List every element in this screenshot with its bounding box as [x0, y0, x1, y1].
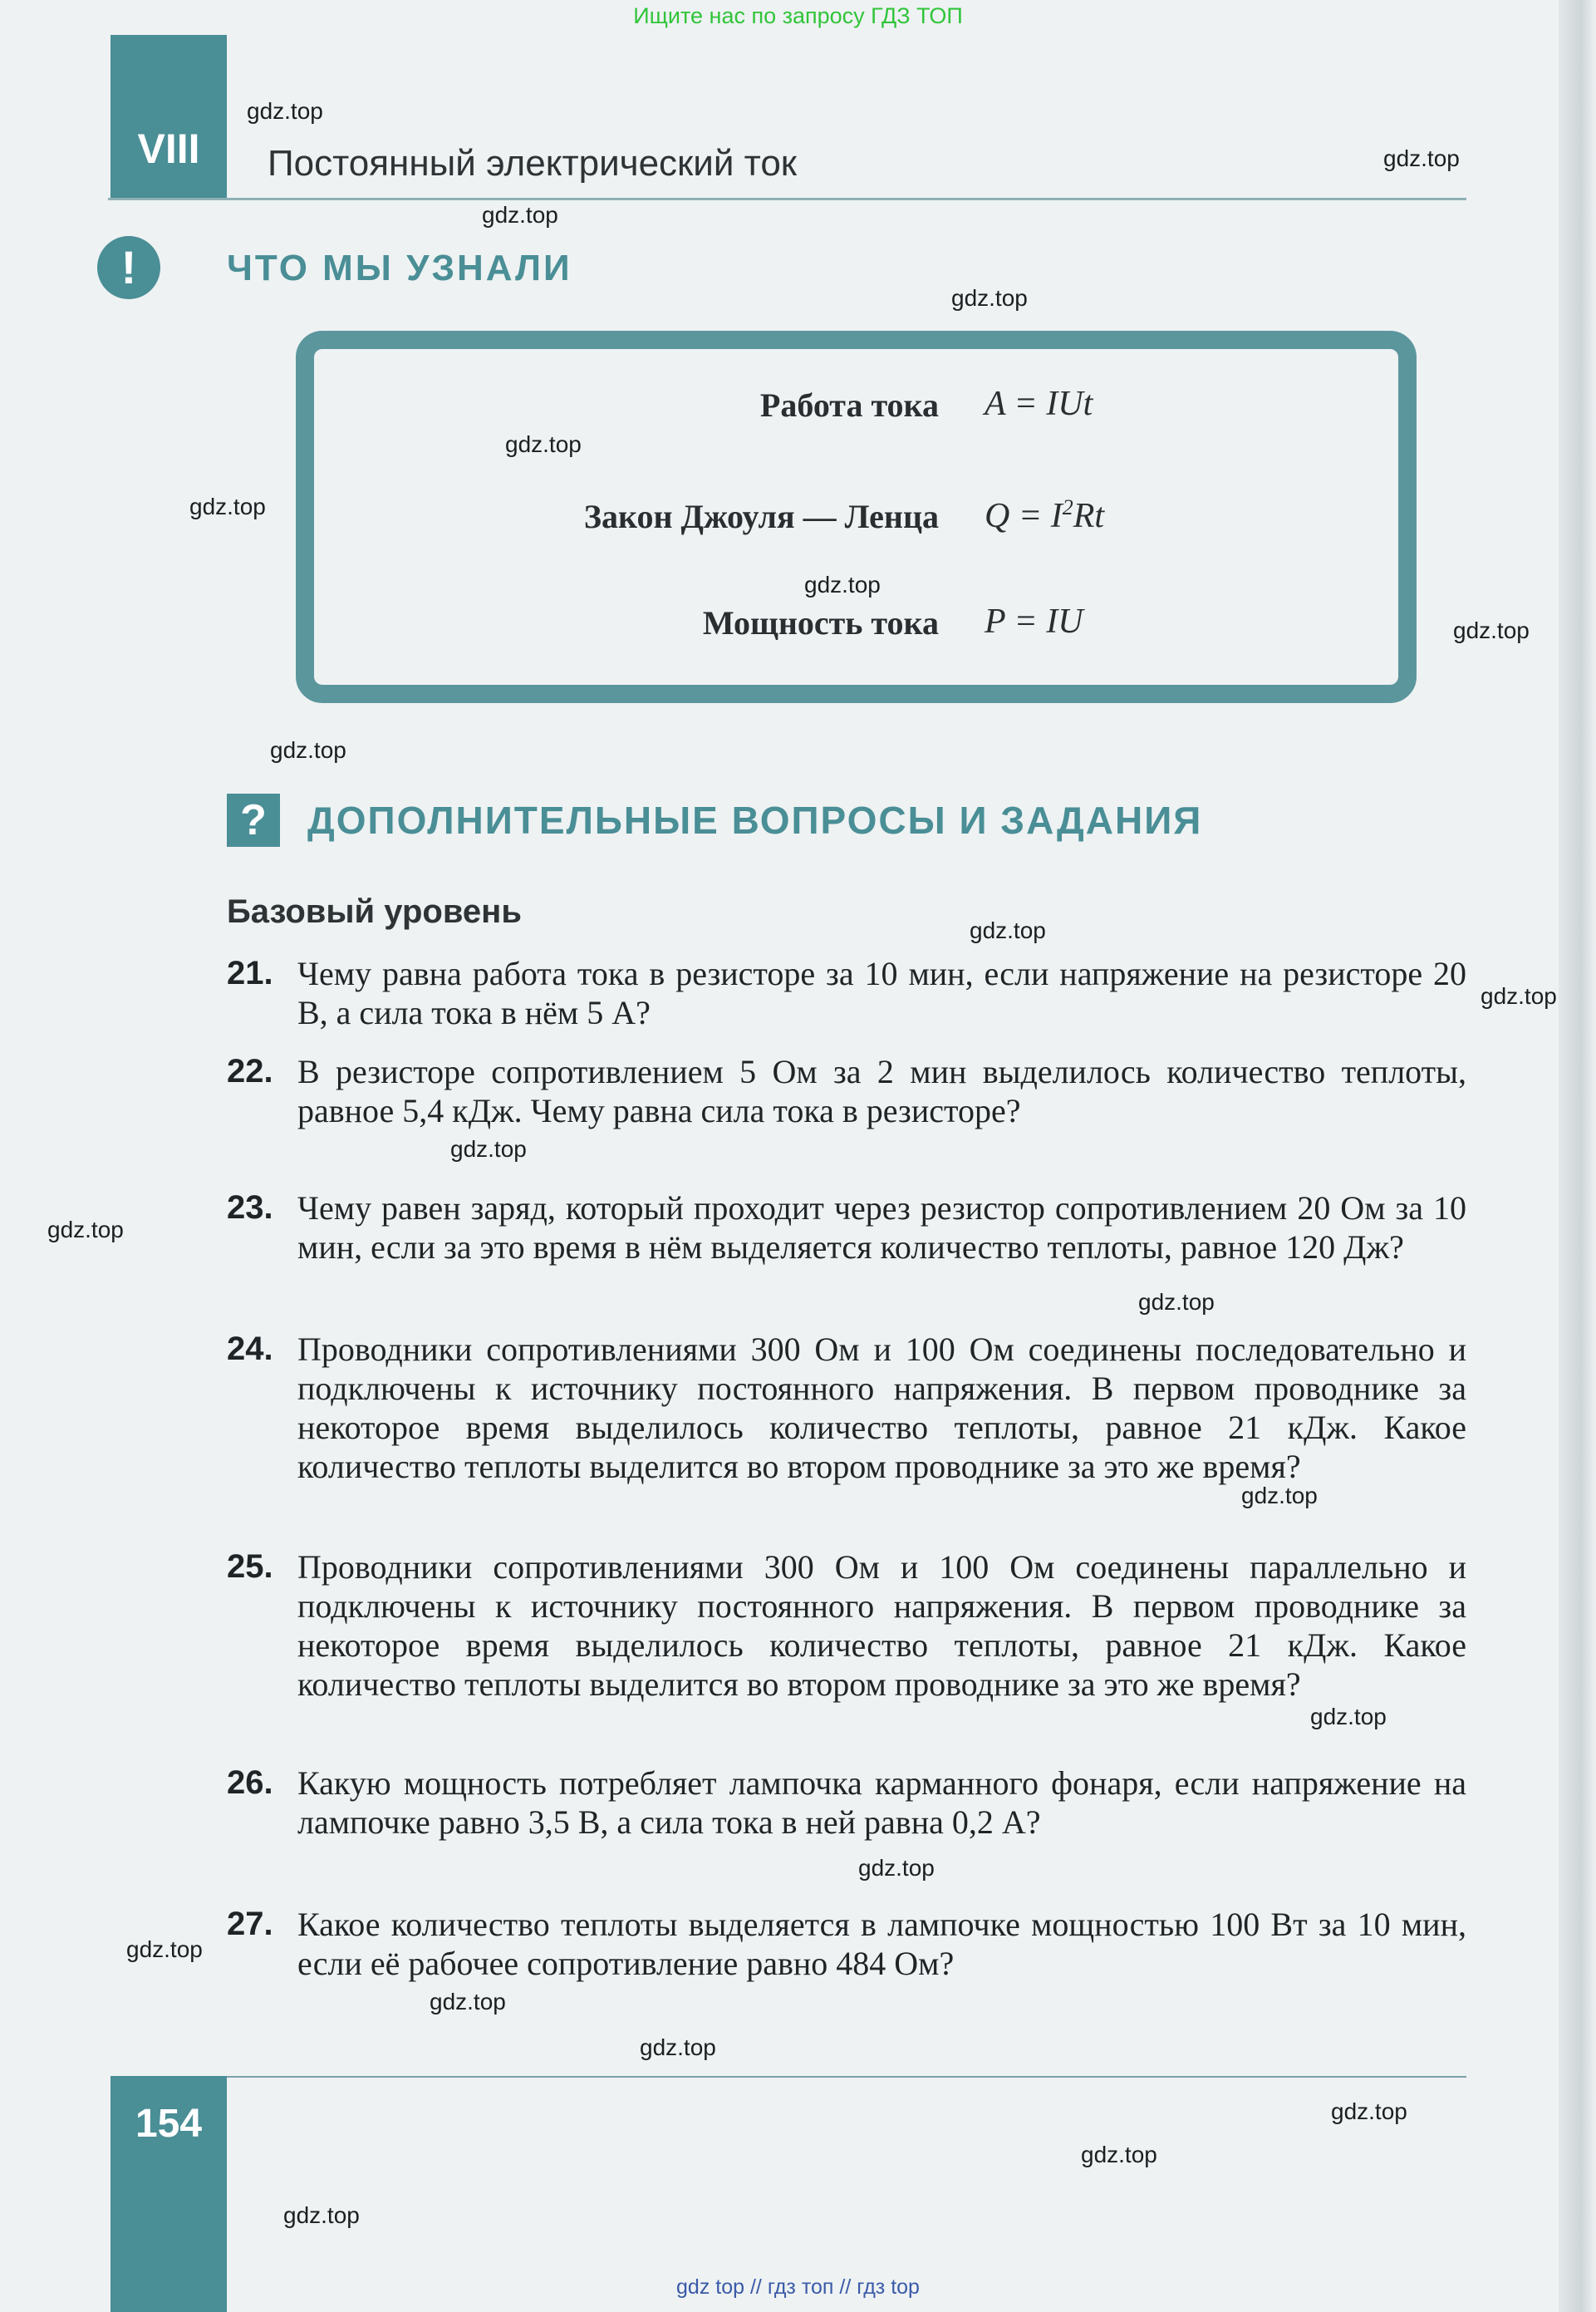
learned-section-title: ЧТО МЫ УЗНАЛИ [227, 248, 572, 288]
watermark: gdz.top [47, 1217, 124, 1242]
watermark: gdz.top [482, 202, 558, 228]
watermark: gdz.top [858, 1855, 935, 1881]
watermark: gdz.top [1310, 1704, 1387, 1729]
formula-label-joule-lenz: Закон Джоуля — Ленца [583, 498, 939, 535]
task-24: 24. Проводники сопротивлениями 300 Ом и 100 Ом соединены последовательно и подключены к источнику постоянного напряжения. В первом проводнике за некоторое время выделилось количество теплоты, равное 21 кДж. Какое количество теплоты выделится во втором проводнике за это же время? [227, 1331, 1466, 1485]
chapter-divider [108, 198, 1466, 200]
watermark: gdz.top [1481, 983, 1557, 1009]
watermark: gdz.top [126, 1936, 203, 1962]
chapter-number: VIII [137, 125, 200, 172]
formula-work: A = IUt [985, 385, 1093, 423]
watermark: gdz.top [1383, 145, 1460, 171]
formula-label-power: Мощность тока [702, 604, 939, 642]
chapter-tab [110, 35, 227, 199]
formula-joule-lenz: $Q = I^2Rt$ [985, 495, 1105, 535]
header-note: Ищите нас по запросу ГДЗ ТОП [633, 3, 963, 28]
task-26: 26. Какую мощность потребляет лампочка карманного фонаря, если напряжение на лампочке равно 3,5 В, а сила тока в ней равна 0,2 А? [227, 1764, 1466, 1841]
task-23: 23. Чему равен заряд, который проходит через резистор сопротивлением 20 Ом за 10 мин, если за это время в нём выделяется количество теплоты, равное 120 Дж? [227, 1189, 1466, 1266]
watermark: gdz.top [1453, 617, 1530, 643]
task-27: 27. Какое количество теплоты выделяется в лампочке мощностью 100 Вт за 10 мин, если её рабочее сопротивление равно 484 Ом? [227, 1906, 1466, 1982]
level-heading: Базовый уровень [227, 893, 522, 930]
watermark: gdz.top [189, 494, 266, 519]
footer-note: gdz top // гдз топ // гдз top [676, 2275, 920, 2299]
footer-divider [227, 2076, 1466, 2078]
watermark: gdz.top [970, 917, 1046, 943]
chapter-title: Постоянный электрический ток [268, 143, 798, 184]
watermark: gdz.top [640, 2034, 716, 2060]
watermark: gdz.top [430, 1989, 506, 2014]
task-21: 21. Чему равна работа тока в резисторе за 10 мин, если напряжение на резисторе 20 В, а сила тока в нём 5 А? [227, 955, 1466, 1031]
page-number: 154 [135, 2102, 203, 2146]
watermark: gdz.top [450, 1136, 527, 1162]
watermark: gdz.top [270, 737, 346, 763]
question-icon: ? [227, 794, 280, 847]
watermark: gdz.top [247, 98, 323, 124]
exclamation-icon: ! [97, 236, 160, 299]
watermark: gdz.top [283, 2202, 360, 2228]
task-22: 22. В резисторе сопротивлением 5 Ом за 2 мин выделилось количество теплоты, равное 5,4 кДж. Чему равна сила тока в резисторе? [227, 1053, 1466, 1129]
watermark: gdz.top [1241, 1483, 1318, 1508]
formula-power: P = IU [985, 603, 1083, 641]
watermark: gdz.top [505, 431, 582, 457]
watermark: gdz.top [1081, 2142, 1157, 2167]
watermark: gdz.top [1331, 2098, 1407, 2124]
formula-label-work: Работа тока [759, 386, 939, 424]
page-edge-shadow [1559, 0, 1596, 2312]
watermark: gdz.top [951, 285, 1028, 311]
watermark: gdz.top [804, 572, 881, 598]
watermark: gdz.top [1138, 1289, 1215, 1315]
task-25: 25. Проводники сопротивлениями 300 Ом и 100 Ом соединены параллельно и подключены к источнику постоянного напряжения. В первом проводнике за некоторое время выделилось количество теплоты, равное 21 кДж. Какое количество теплоты выделится во втором проводнике за это же время? [227, 1548, 1466, 1703]
additional-section-title: ДОПОЛНИТЕЛЬНЫЕ ВОПРОСЫ И ЗАДАНИЯ [307, 799, 1203, 842]
